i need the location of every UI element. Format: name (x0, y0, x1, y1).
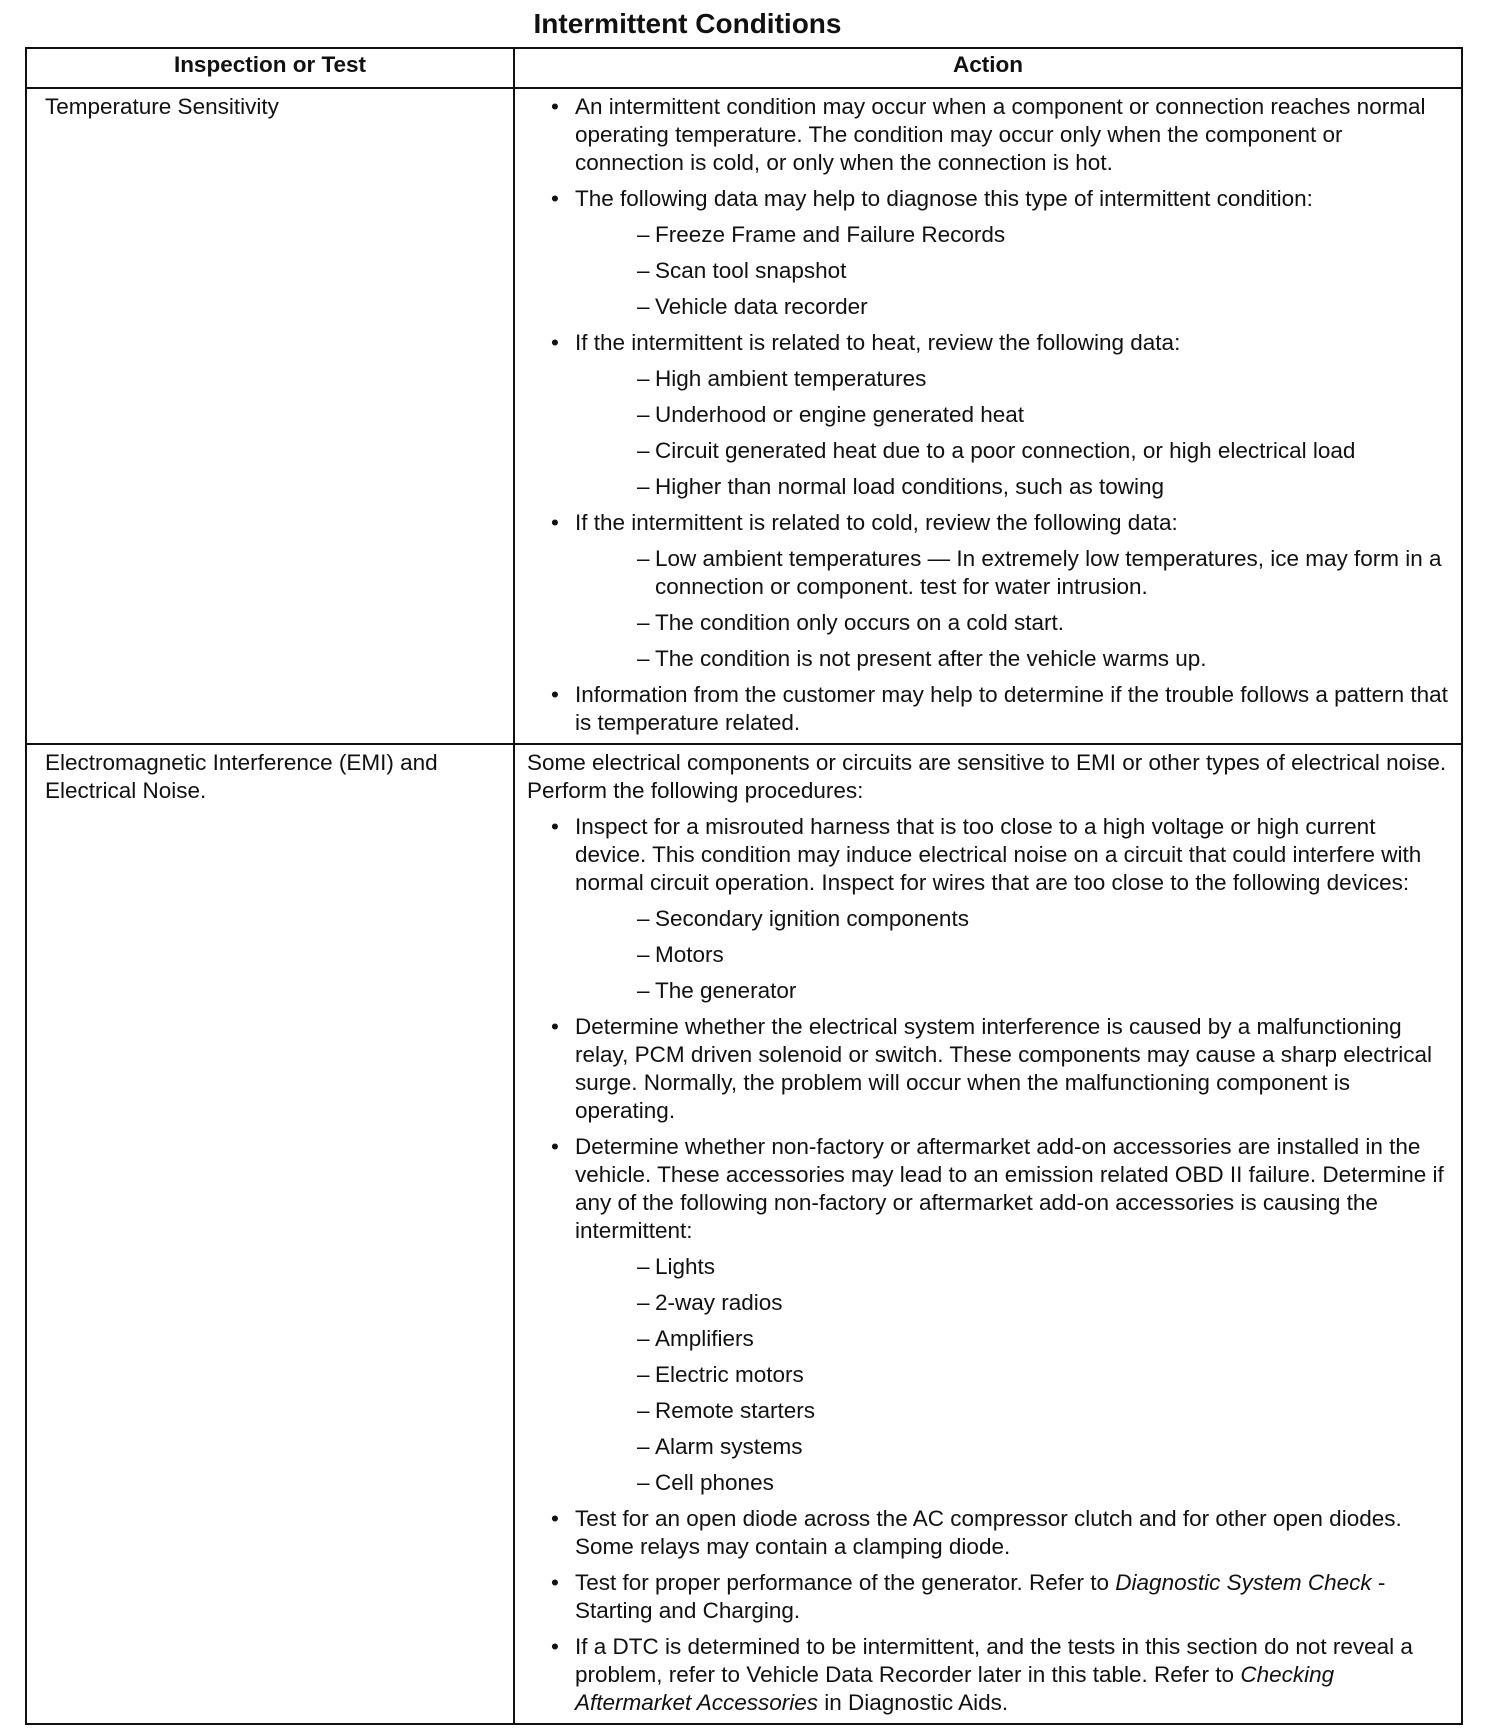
sub-item: – Circuit generated heat due to a poor connection, or high electrical load (575, 437, 1449, 465)
action-bullet (527, 1013, 1449, 1125)
sub-item: – Freeze Frame and Failure Records (575, 221, 1449, 249)
action-bullet (527, 1633, 1449, 1717)
sub-item: – Low ambient temperatures — In extremely low temperatures, ice may form in a connection or component. test for water intrusion. (575, 545, 1449, 601)
sub-item: – Secondary ignition components (575, 905, 1449, 933)
sub-item: – The condition is not present after the vehicle warms up. (575, 645, 1449, 673)
action-bullet (527, 509, 1449, 673)
page-title: Intermittent Conditions (533, 8, 842, 39)
sub-item: – High ambient temperatures (575, 365, 1449, 393)
bullet-text-pre: If a DTC is determined to be intermittent, and the tests in this section do not reveal a problem, refer to Vehicle Data Recorder later in this table. Refer to (575, 1634, 1413, 1687)
table-row (26, 88, 1462, 744)
bullet-text: • If the intermittent is related to cold, review the following data: (575, 510, 1178, 535)
bullet-text-post: - Starting and Charging. (575, 1570, 1386, 1623)
bullet-text: • Determine whether the electrical system interference is caused by a malfunctioning relay, PCM driven solenoid or switch. These components may cause a sharp electrical surge. Normally, the problem will occur when the malfunctioning component is operating. (575, 1014, 1433, 1123)
action-cell (514, 744, 1462, 1724)
sub-item: – Electric motors (575, 1361, 1449, 1389)
sub-item: – Remote starters (575, 1397, 1449, 1425)
inspection-cell: Temperature Sensitivity (26, 88, 514, 744)
bullet-text-pre: Test for proper performance of the generator. Refer to (575, 1570, 1116, 1595)
intermittent-conditions-table (25, 47, 1463, 1725)
sub-item: – The generator (575, 977, 1449, 1005)
sub-item: – Underhood or engine generated heat (575, 401, 1449, 429)
bullet-text-post: in Diagnostic Aids. (818, 1690, 1009, 1715)
sub-item: – Lights (575, 1253, 1449, 1281)
bullet-text (575, 1633, 1449, 1717)
bullet-text: • Information from the customer may help to determine if the trouble follows a pattern that is temperature related. (575, 682, 1448, 735)
action-bullet (527, 1569, 1449, 1625)
bullet-text: • Inspect for a misrouted harness that is too close to a high voltage or high current device. This condition may induce electrical noise on a circuit that could interfere with normal circuit operation. Inspect for wires that are too close to the following devices: (575, 814, 1422, 895)
action-bullet (527, 93, 1449, 177)
sub-list (575, 1253, 1449, 1497)
sub-item: – 2-way radios (575, 1289, 1449, 1317)
action-intro: Some electrical components or circuits are sensitive to EMI or other types of electrical noise. Perform the following procedures: (527, 750, 1447, 803)
sub-item: – Scan tool snapshot (575, 257, 1449, 285)
action-list (527, 93, 1449, 737)
column-header-action: Action (514, 48, 1462, 88)
action-bullet (527, 813, 1449, 1005)
sub-item: – Cell phones (575, 1469, 1449, 1497)
action-bullet (527, 1133, 1449, 1497)
sub-item: – Motors (575, 941, 1449, 969)
sub-list (575, 545, 1449, 673)
inspection-cell: Electromagnetic Interference (EMI) and Electrical Noise. (26, 744, 514, 1724)
action-bullet (527, 1505, 1449, 1561)
table-row (26, 744, 1462, 1724)
sub-item: – Higher than normal load conditions, such as towing (575, 473, 1449, 501)
bullet-text: • The following data may help to diagnose this type of intermittent condition: (575, 186, 1313, 211)
bullet-text: • Determine whether non-factory or aftermarket add-on accessories are installed in the vehicle. These accessories may lead to an emission related OBD II failure. Determine if any of the following non-factory or aftermarket add-on accessories is causing the intermittent: (575, 1134, 1444, 1243)
sub-list (575, 221, 1449, 321)
sub-list (575, 365, 1449, 501)
bullet-text: • If the intermittent is related to heat, review the following data: (575, 330, 1181, 355)
sub-list (575, 905, 1449, 1005)
column-header-inspection: Inspection or Test (26, 48, 514, 88)
action-bullet (527, 681, 1449, 737)
sub-item: – Alarm systems (575, 1433, 1449, 1461)
action-bullet (527, 329, 1449, 501)
bullet-text (575, 1569, 1449, 1625)
sub-item: – Amplifiers (575, 1325, 1449, 1353)
action-cell (514, 88, 1462, 744)
action-bullet (527, 185, 1449, 321)
bullet-text: • An intermittent condition may occur when a component or connection reaches normal operating temperature. The condition may occur only when the component or connection is cold, or only when the connection is hot. (575, 94, 1426, 175)
action-list (527, 813, 1449, 1717)
reference-title: Checking Aftermarket Accessories (575, 1662, 1335, 1715)
sub-item: – Vehicle data recorder (575, 293, 1449, 321)
reference-title: Diagnostic System Check (1115, 1570, 1372, 1595)
bullet-text: • Test for an open diode across the AC compressor clutch and for other open diodes. Some relays may contain a clamping diode. (575, 1506, 1402, 1559)
header-row (26, 48, 1462, 88)
sub-item: – The condition only occurs on a cold start. (575, 609, 1449, 637)
